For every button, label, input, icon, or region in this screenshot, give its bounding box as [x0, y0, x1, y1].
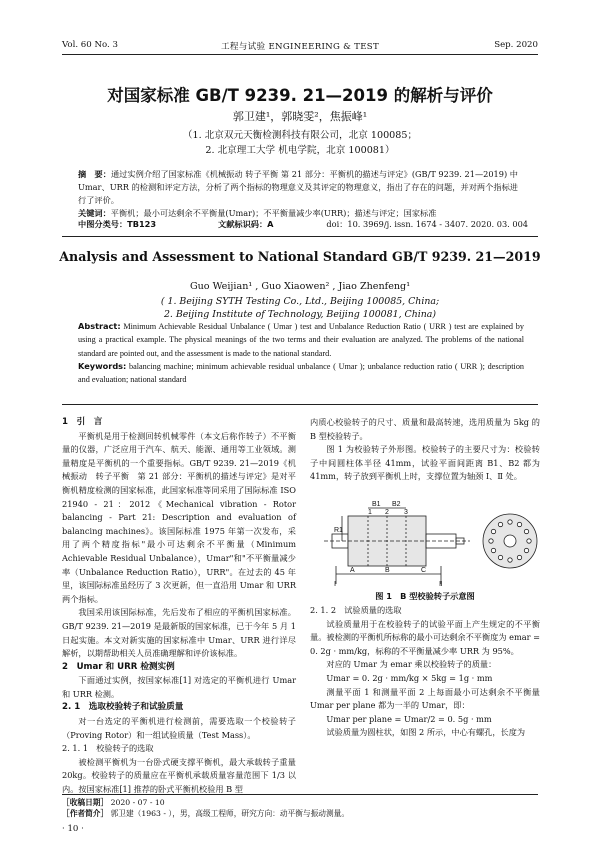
- paragraph: 平衡机是用于检测回转机械零件（本文后称作转子）不平衡量的仪器，广泛应用于汽车、航天、能源、通用等工业领域。测量精度是平衡机的一个重要指标。GB/T 9239. 21—2019《机械振动 转子平衡 第 21 部分：平衡机的描述与评定》是对平衡机精度检测的国家标准，此国家标准等同采用了国际标准 ISO 21940 - 21：2012《Mechanical vibration - Rotor balancing - Part 21: Description and evaluation of balancing machines》。该国际标准 1975 年第一次发布，采用了两个精度指标"最小可达剩余不平衡量（Minimum Achievable Residual Unbalance），Umar"和"不平衡量减少率（Unbalance Reduction Ratio），URR"。在过去的 45 年里，该国际标准虽经历了 3 次更新，但一直沿用 Umar 和 URR 两个指标。: [62, 430, 296, 604]
- proving-rotor-figure: [306, 500, 542, 588]
- rotor-end-view: [483, 514, 537, 568]
- paragraph: 被检测平衡机为一台卧式硬支撑平衡机，最大承载转子重量 20kg。校验转子的质量应在平衡机承载质量容量范围下 1/3 以内。按国家标准[1] 推荐的卧式平衡机校验用 B 型: [62, 756, 296, 795]
- header-volume: Vol. 60 No. 3: [62, 40, 118, 50]
- affiliation-en-1: ( 1. Beijing SYTH Testing Co., Ltd., Beijing 100085, China;: [160, 296, 440, 307]
- section-heading: 2. 1 选取校验转子和试验质量: [62, 702, 184, 713]
- paper-title-cn: 对国家标准 GB/T 9239. 21—2019 的解析与评价: [107, 86, 493, 105]
- body-right-column-top: [310, 416, 540, 484]
- paragraph: Umar = 0. 2g · mm/kg × 5kg = 1g · mm: [326, 672, 493, 683]
- threaded-hole: [491, 529, 495, 533]
- threaded-hole: [498, 522, 502, 526]
- author-bio-label: ［作者简介］: [62, 809, 109, 818]
- paper-title-en: Analysis and Assessment to National Standard GB/T 9239. 21—2019: [59, 249, 541, 264]
- label-r1: R1: [334, 527, 343, 534]
- paragraph: 图 1 为校验转子外形图。校验转子的主要尺寸为：校验转子中间圆柱体半径 41mm，试验平面间距离 B1、B2 都为 41mm，转子放到平衡机上时，支撑位置为轴颈 Ⅰ、Ⅱ 处。: [310, 444, 540, 482]
- paragraph: 对一台选定的平衡机进行检测前，需要选取一个校验转子（Proving Rotor）和一组试验质量（Test Mass）。: [62, 716, 296, 740]
- section-heading: 1 引 言: [62, 417, 103, 427]
- affiliation-cn-1: （1. 北京双元天衡检测科技有限公司，北京 100085；: [182, 130, 418, 141]
- abstract-cn-label: 摘 要：: [78, 169, 111, 179]
- body-right-column-bottom: [310, 604, 540, 740]
- subsection-heading: 2. 1. 1 校验转子的选取: [62, 743, 154, 754]
- threaded-hole: [524, 529, 528, 533]
- abstract-en-text: Minimum Achievable Residual Unbalance ( Umar ) test and Unbalance Reduction Ratio ( URR ) test are explained by using a practical example. The physical meanings of the two terms and their evaluation are analyzed. The problems of the national standard are pointed out, and the assessment is made to the national standard.: [78, 322, 524, 358]
- authors-cn: 郭卫建¹，郭晓雯²，焦振峰¹: [232, 110, 368, 123]
- abstract-cn-text: 通过实例介绍了国家标准《机械振动 转子平衡 第 21 部分：平衡机的描述与评定》(GB/T 9239. 21—2019) 中 Umar、URR 的检测和评定方法，分析了两个指标的物理意义及其评定的物理意义，指出了存在的问题，并对两个指标进行了评价。: [78, 169, 518, 205]
- paragraph: 下面通过实例，按国家标准[1] 对选定的平衡机进行 Umar 和 URR 检测。: [62, 675, 296, 699]
- label-a: A: [350, 567, 355, 574]
- label-2: 2: [385, 509, 389, 516]
- subsection-heading: 2. 1. 2 试验质量的选取: [310, 605, 402, 615]
- classification-row: [78, 219, 528, 231]
- paragraph: 对应的 Umar 为 emar 乘以校验转子的质量：: [326, 659, 497, 670]
- threaded-hole: [508, 520, 512, 524]
- received-label: ［收稿日期］: [62, 798, 109, 807]
- keywords-en-text: balancing machine; minimum achievable residual unbalance ( Umar ); unbalance reduction ratio ( URR ); description and evaluation; national standard: [78, 361, 525, 385]
- keywords-cn-text: 平衡机；最小可达剩余不平衡量(Umar)；不平衡量减少率(URR)；描述与评定；国家标准: [110, 208, 437, 218]
- header-date: Sep. 2020: [494, 40, 538, 50]
- divider: [62, 404, 538, 405]
- paragraph: 试验质量为圆柱状，如图 2 所示，中心有螺孔，长度为: [326, 727, 526, 738]
- paragraph: 试验质量用于在校验转子的试验平面上产生规定的不平衡量。被检测的平衡机所标称的最小可达剩余不平衡度为 emar = 0. 2g · mm/kg，标称的不平衡量减少率 URR 为 95%。: [310, 618, 540, 656]
- paragraph: 测量平面 1 和测量平面 2 上每面最小可达剩余不平衡量 Umar per plane 都为一半的 Umar，即：: [310, 686, 540, 711]
- threaded-hole: [491, 548, 495, 552]
- header-journal: 工程与试验 ENGINEERING & TEST: [220, 42, 379, 52]
- threaded-hole: [498, 555, 502, 559]
- threaded-hole: [517, 555, 521, 559]
- paragraph: 内质心校验转子的尺寸、质量和最高转速，选用质量为 5kg 的 B 型校验转子。: [310, 417, 540, 441]
- affiliation-cn-2: 2. 北京理工大学 机电学院，北京 100081）: [205, 145, 395, 156]
- document-code: 文献标识码：A: [218, 219, 274, 229]
- divider: [62, 236, 538, 237]
- doi: doi：10. 3969/j. issn. 1674 - 3407. 2020. 03. 004: [326, 219, 528, 229]
- authors-en: Guo Weijian¹ , Guo Xiaowen² , Jiao Zhenfeng¹: [189, 281, 411, 292]
- label-plane-i: Ⅰ: [334, 581, 337, 588]
- end-view-hub: [504, 535, 516, 547]
- rotor-side-view: [324, 508, 470, 584]
- label-b2: B2: [392, 501, 401, 508]
- abstract-en: [78, 320, 524, 386]
- threaded-hole: [489, 539, 493, 543]
- section-heading: 2 Umar 和 URR 检测实例: [62, 661, 175, 672]
- label-3: 3: [404, 509, 408, 516]
- page-number: · 10 ·: [62, 824, 84, 834]
- keywords-cn-label: 关键词：: [78, 208, 111, 218]
- received-date: 2020 - 07 - 10: [110, 798, 165, 807]
- label-b1: B1: [372, 501, 381, 508]
- clc-number: 中图分类号：TB123: [78, 219, 157, 229]
- label-c: C: [421, 567, 427, 574]
- threaded-hole: [524, 548, 528, 552]
- author-bio: 郭卫建（1963 - ），男，高级工程师，研究方向：动平衡与振动测量。: [110, 809, 350, 818]
- body-left-column: [62, 416, 296, 797]
- label-b: B: [385, 567, 390, 574]
- figure-caption: 图 1 B 型校验转子示意图: [375, 591, 475, 601]
- footnote: [62, 794, 538, 819]
- label-plane-ii: Ⅱ: [439, 581, 443, 588]
- abstract-cn: [78, 168, 518, 220]
- running-header: [62, 38, 538, 55]
- paragraph: Umar per plane = Umar/2 = 0. 5g · mm: [326, 713, 492, 724]
- affiliation-en-2: 2. Beijing Institute of Technology, Beijing 100081, China): [163, 309, 437, 320]
- threaded-hole: [517, 522, 521, 526]
- threaded-hole: [508, 558, 512, 562]
- threaded-hole: [527, 539, 531, 543]
- keywords-en-label: Keywords:: [78, 360, 127, 371]
- abstract-en-label: Abstract:: [78, 321, 121, 331]
- paragraph: 我国采用该国际标准，先后发布了相应的平衡机国家标准。GB/T 9239. 21—2019 是最新版的国家标准，已于今年 5 月 1 日起实施。本文对新实施的国家标准中 Umar、URR 进行详尽解析，以期帮助相关人员准确理解和评价该标准。: [62, 607, 296, 659]
- label-1: 1: [368, 509, 372, 516]
